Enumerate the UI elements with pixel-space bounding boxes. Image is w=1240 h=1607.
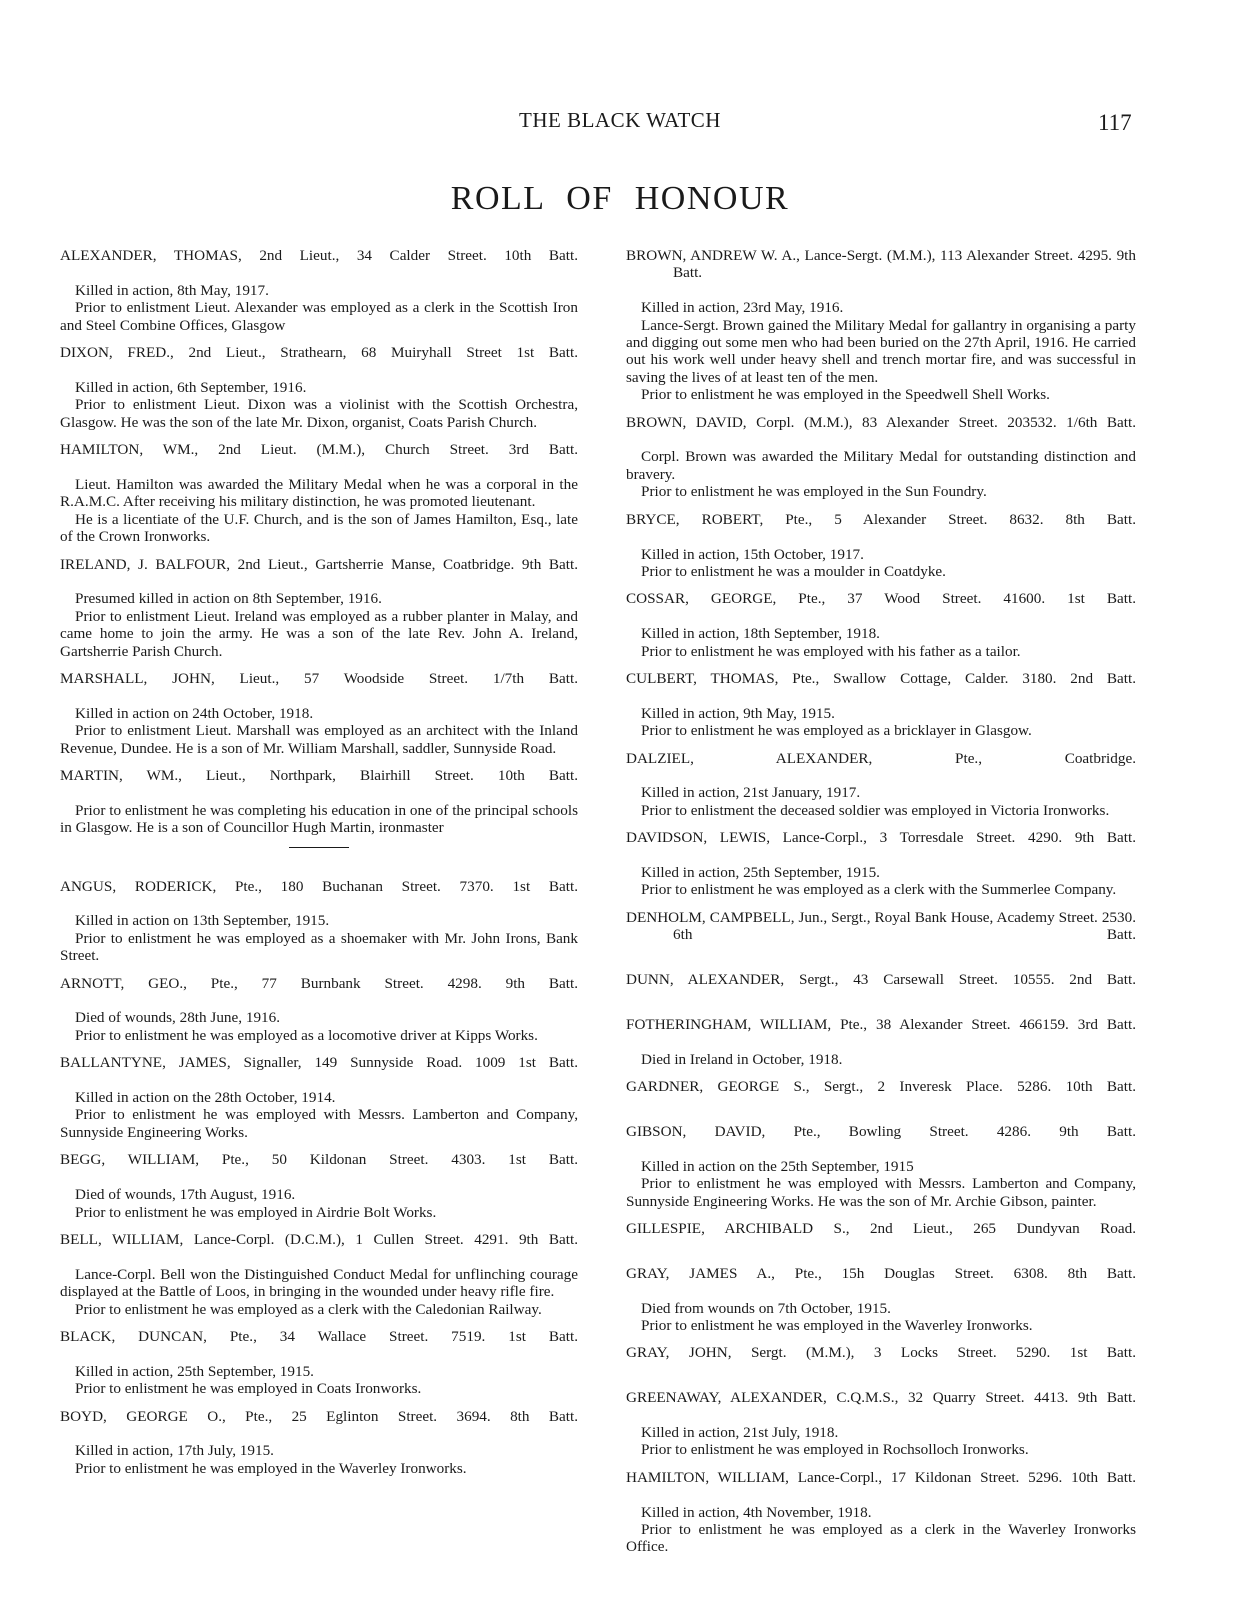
roll-entry [626, 1078, 1136, 1113]
roll-entry [626, 1016, 1136, 1068]
roll-entry [626, 750, 1136, 820]
entry-heading: GIBSON, DAVID, Pte., Bowling Street. 4286. 9th Batt. [626, 1122, 1136, 1140]
entry-detail: He is a licentiate of the U.F. Church, and is the son of James Hamilton, Esq., late of the Crown Ironworks. [60, 510, 578, 546]
entry-heading: DALZIEL, ALEXANDER, Pte., Coatbridge. [626, 749, 1136, 767]
entry-heading: MARTIN, WM., Lieut., Northpark, Blairhill Street. 10th Batt. [60, 766, 578, 784]
entry-detail: Killed in action on the 25th September, 1915 [641, 1157, 914, 1175]
roll-entry [626, 511, 1136, 581]
roll-entry [626, 829, 1136, 899]
entry-detail: Prior to enlistment he was a moulder in Coatdyke. [641, 562, 946, 580]
entry-detail: Prior to enlistment he was employed in the Waverley Ironworks. [75, 1459, 467, 1477]
entry-detail: Died of wounds, 17th August, 1916. [75, 1186, 296, 1204]
left-column [60, 247, 578, 1487]
entry-detail: Prior to enlistment Lieut. Dixon was a violinist with the Scottish Orchestra, Glasgow. He was the son of the late Mr. Dixon, organist, Coats Parish Church. [60, 396, 578, 431]
roll-entry [60, 344, 578, 431]
entry-detail: Killed in action, 21st July, 1918. [641, 1423, 839, 1441]
entry-detail: Prior to enlistment he was completing his education in one of the principal schools in Glasgow. He is a son of Councillor Hugh Martin, ironmaster [60, 801, 578, 837]
entry-detail: Killed in action, 21st January, 1917. [641, 784, 861, 802]
roll-entry [60, 1328, 578, 1398]
entry-heading: GREENAWAY, ALEXANDER, C.Q.M.S., 32 Quarry Street. 4413. 9th Batt. [626, 1389, 1136, 1407]
roll-entry [60, 1231, 578, 1318]
entry-detail: Prior to enlistment he was employed as a shoemaker with Mr. John Irons, Bank Street. [60, 929, 578, 965]
entry-heading: DUNN, ALEXANDER, Sergt., 43 Carsewall Street. 10555. 2nd Batt. [626, 971, 1136, 989]
entry-detail: Killed in action, 8th May, 1917. [75, 281, 269, 299]
section-divider [289, 847, 349, 848]
entry-detail: Prior to enlistment he was employed in Coats Ironworks. [75, 1380, 422, 1398]
entry-heading: GRAY, JOHN, Sergt. (M.M.), 3 Locks Street. 5290. 1st Batt. [626, 1344, 1136, 1362]
entry-detail: Died in Ireland in October, 1918. [641, 1050, 843, 1068]
entry-detail: Lance-Sergt. Brown gained the Military Medal for gallantry in organising a party and digging out some men who had been buried on the 27th April, 1916. He carried out his work well under heavy shell and trench mortar fire, and was successful in saving the lives of at least ten of the men. [626, 316, 1136, 386]
entry-detail: Died of wounds, 28th June, 1916. [75, 1009, 281, 1027]
entry-heading: BROWN, DAVID, Corpl. (M.M.), 83 Alexander Street. 203532. 1/6th Batt. [626, 413, 1136, 431]
entry-detail: Killed in action, 18th September, 1918. [641, 625, 880, 643]
entry-heading: HAMILTON, WILLIAM, Lance-Corpl., 17 Kildonan Street. 5296. 10th Batt. [626, 1468, 1136, 1486]
entry-heading: ALEXANDER, THOMAS, 2nd Lieut., 34 Calder Street. 10th Batt. [60, 247, 578, 264]
entry-detail: Prior to enlistment Lieut. Alexander was employed as a clerk in the Scottish Iron and Steel Combine Offices, Glasgow [60, 299, 578, 334]
entry-detail: Prior to enlistment he was employed as a clerk with the Summerlee Company. [641, 881, 1117, 899]
entry-heading: BOYD, GEORGE O., Pte., 25 Eglinton Street. 3694. 8th Batt. [60, 1407, 578, 1425]
entry-detail: Killed in action, 17th July, 1915. [75, 1442, 274, 1460]
roll-entry [626, 1265, 1136, 1335]
entry-detail: Killed in action on 13th September, 1915. [75, 912, 330, 930]
entry-detail: Prior to enlistment he was employed in Rochsolloch Ironworks. [641, 1441, 1029, 1459]
roll-entry [60, 767, 578, 837]
roll-entry [626, 1469, 1136, 1556]
roll-entry [626, 670, 1136, 740]
page-title: ROLL OF HONOUR [450, 180, 790, 217]
roll-entry [60, 878, 578, 965]
roll-entry [60, 441, 578, 545]
roll-entry [626, 1389, 1136, 1459]
entry-heading: DAVIDSON, LEWIS, Lance-Corpl., 3 Torresdale Street. 4290. 9th Batt. [626, 829, 1136, 847]
entry-heading: BEGG, WILLIAM, Pte., 50 Kildonan Street. 4303. 1st Batt. [60, 1151, 578, 1169]
roll-entry [60, 247, 578, 334]
roll-entry [60, 975, 578, 1045]
right-entries-list [626, 247, 1136, 1556]
entry-heading: BLACK, DUNCAN, Pte., 34 Wallace Street. 7519. 1st Batt. [60, 1327, 578, 1345]
entry-heading: CULBERT, THOMAS, Pte., Swallow Cottage, Calder. 3180. 2nd Batt. [626, 669, 1136, 687]
entry-detail: Prior to enlistment he was employed with Messrs. Lamberton and Company, Sunnyside Engineering Works. He was the son of Mr. Archie Gibson, painter. [626, 1175, 1136, 1210]
entry-detail: Prior to enlistment Lieut. Ireland was employed as a rubber planter in Malay, and came home to join the army. He was a son of the late Rev. John A. Ireland, Gartsherrie Parish Church. [60, 607, 578, 660]
entry-detail: Prior to enlistment he was employed as a clerk with the Caledonian Railway. [75, 1300, 542, 1318]
entry-heading: GARDNER, GEORGE S., Sergt., 2 Inveresk Place. 5286. 10th Batt. [626, 1078, 1136, 1096]
roll-entry [626, 1220, 1136, 1255]
entry-heading: MARSHALL, JOHN, Lieut., 57 Woodside Street. 1/7th Batt. [60, 669, 578, 687]
roll-entry [60, 1054, 578, 1141]
entry-detail: Killed in action on 24th October, 1918. [75, 704, 314, 722]
entry-detail: Prior to enlistment he was employed in the Sun Foundry. [641, 483, 987, 501]
entry-heading: GRAY, JAMES A., Pte., 15h Douglas Street. 6308. 8th Batt. [626, 1264, 1136, 1282]
roll-entry [60, 1151, 578, 1221]
entry-detail: Killed in action on the 28th October, 1914. [75, 1089, 336, 1107]
entry-detail: Killed in action, 25th September, 1915. [75, 1362, 314, 1380]
entry-heading: FOTHERINGHAM, WILLIAM, Pte., 38 Alexander Street. 466159. 3rd Batt. [626, 1015, 1136, 1033]
entry-heading: BELL, WILLIAM, Lance-Corpl. (D.C.M.), 1 Cullen Street. 4291. 9th Batt. [60, 1230, 578, 1248]
entry-heading: HAMILTON, WM., 2nd Lieut. (M.M.), Church Street. 3rd Batt. [60, 441, 578, 459]
right-column [626, 247, 1136, 1566]
entry-detail: Prior to enlistment he was employed as a locomotive driver at Kipps Works. [75, 1026, 538, 1044]
entry-detail: Died from wounds on 7th October, 1915. [641, 1299, 891, 1317]
entry-detail: Killed in action, 23rd May, 1916. [641, 299, 844, 317]
roll-entry [60, 670, 578, 757]
entry-detail: Prior to enlistment he was employed as a clerk in the Waverley Ironworks Office. [626, 1521, 1136, 1556]
entry-heading: GILLESPIE, ARCHIBALD S., 2nd Lieut., 265 Dundyvan Road. [626, 1219, 1136, 1237]
men-list [60, 878, 578, 1478]
page-number: 117 [1098, 110, 1132, 135]
roll-entry [626, 1344, 1136, 1379]
entry-heading: ANGUS, RODERICK, Pte., 180 Buchanan Street. 7370. 1st Batt. [60, 877, 578, 895]
entry-detail: Prior to enlistment he was employed in the Speedwell Shell Works. [641, 386, 1050, 404]
entry-detail: Killed in action, 9th May, 1915. [641, 704, 835, 722]
roll-entry [626, 414, 1136, 501]
roll-entry [60, 1408, 578, 1478]
entry-detail: Lance-Corpl. Bell won the Distinguished Conduct Medal for unflinching courage displayed at the Battle of Loos, in bringing in the wounded under heavy rifle fire. [60, 1265, 578, 1301]
entry-heading: DIXON, FRED., 2nd Lieut., Strathearn, 68 Muiryhall Street 1st Batt. [60, 344, 578, 362]
entry-detail: Killed in action, 6th September, 1916. [75, 378, 307, 396]
entry-detail: Prior to enlistment he was employed in the Waverley Ironworks. [641, 1316, 1033, 1334]
running-title: THE BLACK WATCH [519, 108, 721, 132]
entry-heading: BALLANTYNE, JAMES, Signaller, 149 Sunnyside Road. 1009 1st Batt. [60, 1054, 578, 1072]
entry-detail: Corpl. Brown was awarded the Military Medal for outstanding distinction and bravery. [626, 448, 1136, 483]
entry-detail: Prior to enlistment he was employed as a bricklayer in Glasgow. [641, 722, 1032, 740]
entry-heading: IRELAND, J. BALFOUR, 2nd Lieut., Gartsherrie Manse, Coatbridge. 9th Batt. [60, 555, 578, 573]
entry-detail: Killed in action, 15th October, 1917. [641, 545, 864, 563]
entry-detail: Killed in action, 4th November, 1918. [641, 1503, 872, 1521]
entry-detail: Prior to enlistment the deceased soldier was employed in Victoria Ironworks. [641, 801, 1110, 819]
entry-detail: Presumed killed in action on 8th September, 1916. [75, 590, 382, 608]
roll-entry [626, 909, 1136, 961]
entry-heading: DENHOLM, CAMPBELL, Jun., Sergt., Royal Bank House, Academy Street. 2530. 6th Batt. [626, 908, 1136, 944]
roll-entry [626, 590, 1136, 660]
roll-entry [626, 971, 1136, 1006]
officers-list [60, 247, 578, 837]
roll-entry [60, 556, 578, 660]
entry-detail: Prior to enlistment he was employed in Airdrie Bolt Works. [75, 1203, 437, 1221]
roll-entry [626, 247, 1136, 404]
entry-detail: Lieut. Hamilton was awarded the Military Medal when he was a corporal in the R.A.M.C. After receiving his military distinction, he was promoted lieutenant. [60, 475, 578, 511]
roll-entry [626, 1123, 1136, 1210]
entry-detail: Killed in action, 25th September, 1915. [641, 864, 880, 881]
entry-heading: BRYCE, ROBERT, Pte., 5 Alexander Street. 8632. 8th Batt. [626, 510, 1136, 528]
entry-detail: Prior to enlistment Lieut. Marshall was employed as an architect with the Inland Revenue, Dundee. He is a son of Mr. William Marshall, saddler, Sunnyside Road. [60, 722, 578, 757]
entry-detail: Prior to enlistment he was employed with Messrs. Lamberton and Company, Sunnyside Engineering Works. [60, 1106, 578, 1141]
entry-heading: COSSAR, GEORGE, Pte., 37 Wood Street. 41600. 1st Batt. [626, 590, 1136, 608]
entry-heading: ARNOTT, GEO., Pte., 77 Burnbank Street. 4298. 9th Batt. [60, 974, 578, 992]
entry-detail: Prior to enlistment he was employed with his father as a tailor. [641, 642, 1021, 660]
entry-heading: BROWN, ANDREW W. A., Lance-Sergt. (M.M.), 113 Alexander Street. 4295. 9th Batt. [626, 247, 1136, 282]
